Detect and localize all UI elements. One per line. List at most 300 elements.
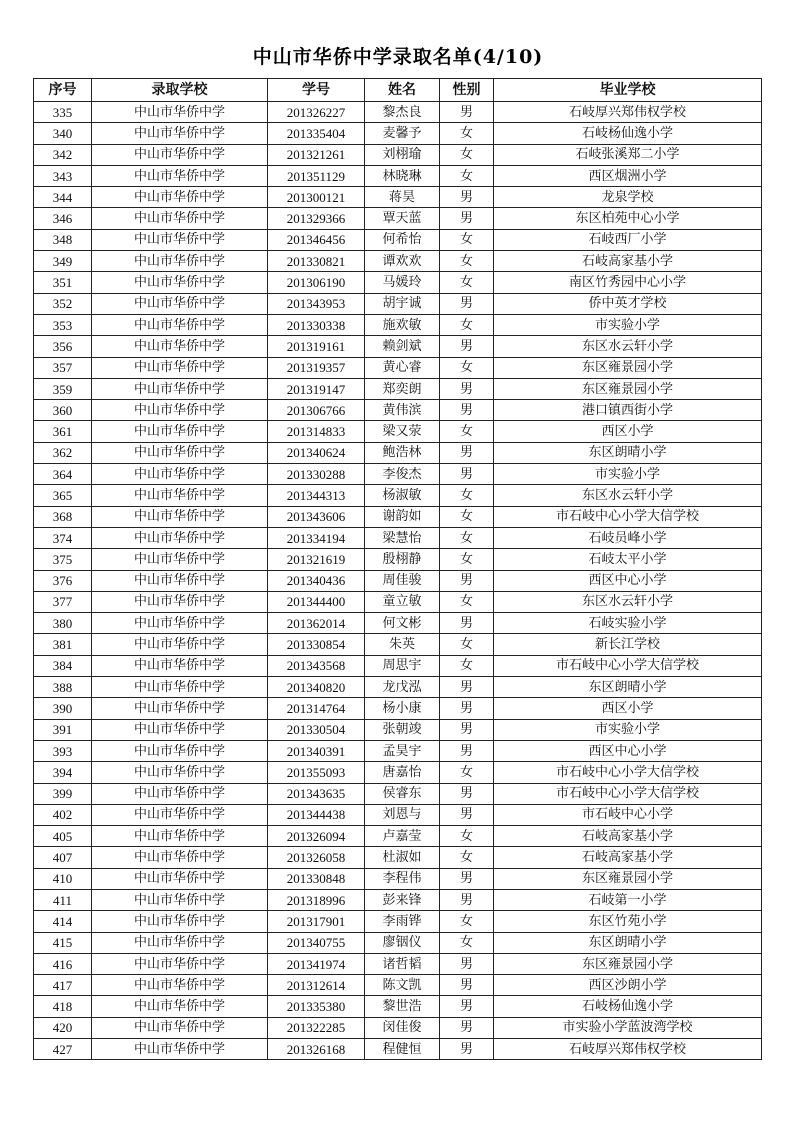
student-id-cell: 201362014 [268,613,365,634]
admitted-school-cell: 中山市华侨中学 [92,314,268,335]
graduated-school-cell: 东区朗晴小学 [494,442,762,463]
admitted-school-cell: 中山市华侨中学 [92,783,268,804]
admitted-school-cell: 中山市华侨中学 [92,187,268,208]
serial-cell: 368 [34,506,92,527]
serial-cell: 391 [34,719,92,740]
table-row [34,847,762,868]
admitted-school-cell: 中山市华侨中学 [92,272,268,293]
serial-cell: 346 [34,208,92,229]
serial-cell: 348 [34,229,92,250]
name-cell: 龙戊泓 [365,677,440,698]
table-row [34,655,762,676]
graduated-school-cell: 东区竹苑小学 [494,911,762,932]
admitted-school-cell: 中山市华侨中学 [92,357,268,378]
serial-cell: 352 [34,293,92,314]
graduated-school-cell: 东区雍景园小学 [494,868,762,889]
graduated-school-cell: 西区小学 [494,698,762,719]
gender-cell: 女 [440,506,494,527]
name-cell: 童立敏 [365,591,440,612]
table-row [34,527,762,548]
admission-table [33,78,762,1060]
name-cell: 胡宇诚 [365,293,440,314]
graduated-school-cell: 西区中心小学 [494,740,762,761]
table-row [34,591,762,612]
serial-cell: 353 [34,314,92,335]
gender-cell: 女 [440,251,494,272]
table-row [34,889,762,910]
table-row [34,868,762,889]
student-id-cell: 201351129 [268,165,365,186]
serial-cell: 402 [34,804,92,825]
header-student-id: 学号 [268,79,365,102]
student-id-cell: 201335404 [268,123,365,144]
table-row [34,719,762,740]
admitted-school-cell: 中山市华侨中学 [92,570,268,591]
student-id-cell: 201330288 [268,464,365,485]
student-id-cell: 201300121 [268,187,365,208]
table-row [34,804,762,825]
gender-cell: 女 [440,485,494,506]
student-id-cell: 201340624 [268,442,365,463]
header-graduated-school: 毕业学校 [494,79,762,102]
serial-cell: 390 [34,698,92,719]
table-row [34,783,762,804]
gender-cell: 男 [440,804,494,825]
student-id-cell: 201330821 [268,251,365,272]
student-id-cell: 201330854 [268,634,365,655]
table-row [34,634,762,655]
admitted-school-cell: 中山市华侨中学 [92,655,268,676]
table-header-row [34,79,762,102]
table-row [34,314,762,335]
name-cell: 谭欢欢 [365,251,440,272]
serial-cell: 418 [34,996,92,1017]
student-id-cell: 201330338 [268,314,365,335]
student-id-cell: 201321261 [268,144,365,165]
gender-cell: 男 [440,102,494,123]
student-id-cell: 201344438 [268,804,365,825]
name-cell: 彭来锋 [365,889,440,910]
name-cell: 马媛玲 [365,272,440,293]
graduated-school-cell: 西区沙朗小学 [494,975,762,996]
table-row [34,826,762,847]
serial-cell: 393 [34,740,92,761]
graduated-school-cell: 东区朗晴小学 [494,677,762,698]
serial-cell: 360 [34,400,92,421]
admitted-school-cell: 中山市华侨中学 [92,996,268,1017]
student-id-cell: 201306190 [268,272,365,293]
serial-cell: 374 [34,527,92,548]
table-row [34,357,762,378]
student-id-cell: 201343953 [268,293,365,314]
student-id-cell: 201343635 [268,783,365,804]
student-id-cell: 201340820 [268,677,365,698]
graduated-school-cell: 东区朗晴小学 [494,932,762,953]
graduated-school-cell: 市石岐中心小学大信学校 [494,783,762,804]
student-id-cell: 201340755 [268,932,365,953]
admitted-school-cell: 中山市华侨中学 [92,229,268,250]
gender-cell: 女 [440,144,494,165]
table-row [34,762,762,783]
admitted-school-cell: 中山市华侨中学 [92,847,268,868]
graduated-school-cell: 南区竹秀园中心小学 [494,272,762,293]
graduated-school-cell: 东区水云轩小学 [494,336,762,357]
graduated-school-cell: 新长江学校 [494,634,762,655]
table-row [34,485,762,506]
gender-cell: 男 [440,783,494,804]
table-row [34,1039,762,1060]
table-row [34,336,762,357]
student-id-cell: 201343568 [268,655,365,676]
graduated-school-cell: 西区烟洲小学 [494,165,762,186]
graduated-school-cell: 石岐杨仙逸小学 [494,996,762,1017]
student-id-cell: 201326168 [268,1039,365,1060]
graduated-school-cell: 市石岐中心小学大信学校 [494,762,762,783]
gender-cell: 男 [440,570,494,591]
graduated-school-cell: 东区雍景园小学 [494,357,762,378]
admitted-school-cell: 中山市华侨中学 [92,506,268,527]
gender-cell: 女 [440,229,494,250]
gender-cell: 男 [440,996,494,1017]
admitted-school-cell: 中山市华侨中学 [92,868,268,889]
serial-cell: 356 [34,336,92,357]
student-id-cell: 201326094 [268,826,365,847]
student-id-cell: 201343606 [268,506,365,527]
admitted-school-cell: 中山市华侨中学 [92,378,268,399]
admitted-school-cell: 中山市华侨中学 [92,975,268,996]
graduated-school-cell: 市石岐中心小学大信学校 [494,506,762,527]
gender-cell: 女 [440,655,494,676]
serial-cell: 362 [34,442,92,463]
page-title: 中山市华侨中学录取名单(4/10) [252,46,544,68]
table-row [34,932,762,953]
graduated-school-cell: 西区中心小学 [494,570,762,591]
student-id-cell: 201330848 [268,868,365,889]
gender-cell: 女 [440,762,494,783]
admitted-school-cell: 中山市华侨中学 [92,591,268,612]
name-cell: 林晓琳 [365,165,440,186]
table-row [34,996,762,1017]
admitted-school-cell: 中山市华侨中学 [92,464,268,485]
serial-cell: 340 [34,123,92,144]
gender-cell: 女 [440,165,494,186]
student-id-cell: 201340391 [268,740,365,761]
student-id-cell: 201314764 [268,698,365,719]
table-row [34,378,762,399]
student-id-cell: 201330504 [268,719,365,740]
table-row [34,549,762,570]
name-cell: 闵佳俊 [365,1017,440,1038]
graduated-school-cell: 东区雍景园小学 [494,953,762,974]
graduated-school-cell: 侨中英才学校 [494,293,762,314]
name-cell: 李雨铧 [365,911,440,932]
serial-cell: 405 [34,826,92,847]
graduated-school-cell: 石岐高家基小学 [494,251,762,272]
student-id-cell: 201319357 [268,357,365,378]
student-id-cell: 201319161 [268,336,365,357]
gender-cell: 男 [440,336,494,357]
name-cell: 梁又荥 [365,421,440,442]
admitted-school-cell: 中山市华侨中学 [92,762,268,783]
name-cell: 周思宇 [365,655,440,676]
gender-cell: 女 [440,826,494,847]
admitted-school-cell: 中山市华侨中学 [92,932,268,953]
graduated-school-cell: 石岐高家基小学 [494,847,762,868]
gender-cell: 男 [440,889,494,910]
graduated-school-cell: 石岐实验小学 [494,613,762,634]
admitted-school-cell: 中山市华侨中学 [92,123,268,144]
table-row [34,293,762,314]
gender-cell: 男 [440,719,494,740]
admitted-school-cell: 中山市华侨中学 [92,826,268,847]
name-cell: 殷栩静 [365,549,440,570]
admitted-school-cell: 中山市华侨中学 [92,208,268,229]
gender-cell: 男 [440,442,494,463]
table-row [34,570,762,591]
name-cell: 程健恒 [365,1039,440,1060]
table-row [34,421,762,442]
admitted-school-cell: 中山市华侨中学 [92,804,268,825]
gender-cell: 男 [440,208,494,229]
graduated-school-cell: 东区雍景园小学 [494,378,762,399]
name-cell: 诸哲韬 [365,953,440,974]
name-cell: 侯睿东 [365,783,440,804]
name-cell: 周佳骏 [365,570,440,591]
graduated-school-cell: 东区水云轩小学 [494,485,762,506]
graduated-school-cell: 市石岐中心小学 [494,804,762,825]
graduated-school-cell: 东区柏苑中心小学 [494,208,762,229]
name-cell: 陈文凯 [365,975,440,996]
header-gender: 性别 [440,79,494,102]
serial-cell: 410 [34,868,92,889]
table-row [34,975,762,996]
name-cell: 何文彬 [365,613,440,634]
gender-cell: 男 [440,378,494,399]
serial-cell: 376 [34,570,92,591]
gender-cell: 男 [440,975,494,996]
gender-cell: 女 [440,527,494,548]
gender-cell: 女 [440,314,494,335]
admitted-school-cell: 中山市华侨中学 [92,1017,268,1038]
name-cell: 蒋昊 [365,187,440,208]
gender-cell: 男 [440,1039,494,1060]
student-id-cell: 201314833 [268,421,365,442]
name-cell: 孟昊宇 [365,740,440,761]
admitted-school-cell: 中山市华侨中学 [92,485,268,506]
student-id-cell: 201321619 [268,549,365,570]
gender-cell: 男 [440,187,494,208]
student-id-cell: 201340436 [268,570,365,591]
student-id-cell: 201355093 [268,762,365,783]
serial-cell: 394 [34,762,92,783]
name-cell: 杨淑敏 [365,485,440,506]
serial-cell: 343 [34,165,92,186]
table-row [34,229,762,250]
graduated-school-cell: 石岐厚兴郑伟权学校 [494,102,762,123]
graduated-school-cell: 港口镇西街小学 [494,400,762,421]
name-cell: 李俊杰 [365,464,440,485]
serial-cell: 357 [34,357,92,378]
admitted-school-cell: 中山市华侨中学 [92,634,268,655]
table-row [34,208,762,229]
name-cell: 黄心睿 [365,357,440,378]
name-cell: 唐嘉怡 [365,762,440,783]
serial-cell: 361 [34,421,92,442]
name-cell: 谢韵如 [365,506,440,527]
serial-cell: 349 [34,251,92,272]
table-row [34,400,762,421]
graduated-school-cell: 市石岐中心小学大信学校 [494,655,762,676]
gender-cell: 女 [440,357,494,378]
table-row [34,677,762,698]
gender-cell: 男 [440,868,494,889]
table-row [34,102,762,123]
admitted-school-cell: 中山市华侨中学 [92,719,268,740]
student-id-cell: 201306766 [268,400,365,421]
serial-cell: 420 [34,1017,92,1038]
table-body [34,102,762,1060]
table-row [34,953,762,974]
name-cell: 李程伟 [365,868,440,889]
admitted-school-cell: 中山市华侨中学 [92,421,268,442]
gender-cell: 男 [440,1017,494,1038]
table-row [34,464,762,485]
serial-cell: 414 [34,911,92,932]
gender-cell: 男 [440,740,494,761]
gender-cell: 女 [440,123,494,144]
serial-cell: 365 [34,485,92,506]
gender-cell: 男 [440,953,494,974]
graduated-school-cell: 石岐西厂小学 [494,229,762,250]
student-id-cell: 201334194 [268,527,365,548]
name-cell: 施欢敏 [365,314,440,335]
table-row [34,144,762,165]
name-cell: 麦馨予 [365,123,440,144]
graduated-school-cell: 市实验小学 [494,314,762,335]
graduated-school-cell: 石岐张溪郑二小学 [494,144,762,165]
serial-cell: 375 [34,549,92,570]
serial-cell: 342 [34,144,92,165]
gender-cell: 女 [440,272,494,293]
graduated-school-cell: 龙泉学校 [494,187,762,208]
graduated-school-cell: 市实验小学蓝波湾学校 [494,1017,762,1038]
graduated-school-cell: 石岐太平小学 [494,549,762,570]
student-id-cell: 201346456 [268,229,365,250]
gender-cell: 男 [440,400,494,421]
serial-cell: 417 [34,975,92,996]
serial-cell: 427 [34,1039,92,1060]
table-row [34,506,762,527]
admitted-school-cell: 中山市华侨中学 [92,336,268,357]
name-cell: 杨小康 [365,698,440,719]
table-row [34,251,762,272]
student-id-cell: 201317901 [268,911,365,932]
name-cell: 赖剑斌 [365,336,440,357]
gender-cell: 女 [440,634,494,655]
name-cell: 张朝竣 [365,719,440,740]
gender-cell: 男 [440,677,494,698]
student-id-cell: 201344400 [268,591,365,612]
admitted-school-cell: 中山市华侨中学 [92,527,268,548]
name-cell: 黎世浩 [365,996,440,1017]
serial-cell: 380 [34,613,92,634]
table-row [34,1017,762,1038]
admitted-school-cell: 中山市华侨中学 [92,549,268,570]
admitted-school-cell: 中山市华侨中学 [92,1039,268,1060]
gender-cell: 男 [440,293,494,314]
admitted-school-cell: 中山市华侨中学 [92,165,268,186]
serial-cell: 388 [34,677,92,698]
student-id-cell: 201326058 [268,847,365,868]
table-row [34,272,762,293]
serial-cell: 364 [34,464,92,485]
gender-cell: 女 [440,421,494,442]
header-name: 姓名 [365,79,440,102]
student-id-cell: 201322285 [268,1017,365,1038]
table-row [34,613,762,634]
name-cell: 鲍浩林 [365,442,440,463]
admitted-school-cell: 中山市华侨中学 [92,144,268,165]
student-id-cell: 201335380 [268,996,365,1017]
gender-cell: 男 [440,613,494,634]
name-cell: 梁慧怡 [365,527,440,548]
header-serial: 序号 [34,79,92,102]
student-id-cell: 201329366 [268,208,365,229]
serial-cell: 399 [34,783,92,804]
admitted-school-cell: 中山市华侨中学 [92,102,268,123]
name-cell: 刘栩瑜 [365,144,440,165]
name-cell: 黄伟滨 [365,400,440,421]
admitted-school-cell: 中山市华侨中学 [92,293,268,314]
graduated-school-cell: 市实验小学 [494,719,762,740]
serial-cell: 344 [34,187,92,208]
admitted-school-cell: 中山市华侨中学 [92,442,268,463]
student-id-cell: 201318996 [268,889,365,910]
graduated-school-cell: 石岐厚兴郑伟权学校 [494,1039,762,1060]
gender-cell: 女 [440,911,494,932]
table-row [34,442,762,463]
serial-cell: 335 [34,102,92,123]
gender-cell: 女 [440,932,494,953]
gender-cell: 女 [440,847,494,868]
name-cell: 覃天蓝 [365,208,440,229]
graduated-school-cell: 石岐员峰小学 [494,527,762,548]
serial-cell: 384 [34,655,92,676]
admitted-school-cell: 中山市华侨中学 [92,677,268,698]
serial-cell: 415 [34,932,92,953]
name-cell: 卢嘉莹 [365,826,440,847]
name-cell: 朱英 [365,634,440,655]
admitted-school-cell: 中山市华侨中学 [92,698,268,719]
student-id-cell: 201344313 [268,485,365,506]
name-cell: 廖铟仪 [365,932,440,953]
name-cell: 何希怡 [365,229,440,250]
admitted-school-cell: 中山市华侨中学 [92,911,268,932]
serial-cell: 377 [34,591,92,612]
graduated-school-cell: 石岐高家基小学 [494,826,762,847]
serial-cell: 411 [34,889,92,910]
gender-cell: 女 [440,549,494,570]
admitted-school-cell: 中山市华侨中学 [92,400,268,421]
student-id-cell: 201341974 [268,953,365,974]
header-admitted-school: 录取学校 [92,79,268,102]
graduated-school-cell: 东区水云轩小学 [494,591,762,612]
table-row [34,911,762,932]
serial-cell: 381 [34,634,92,655]
serial-cell: 407 [34,847,92,868]
graduated-school-cell: 市实验小学 [494,464,762,485]
name-cell: 郑奕朗 [365,378,440,399]
